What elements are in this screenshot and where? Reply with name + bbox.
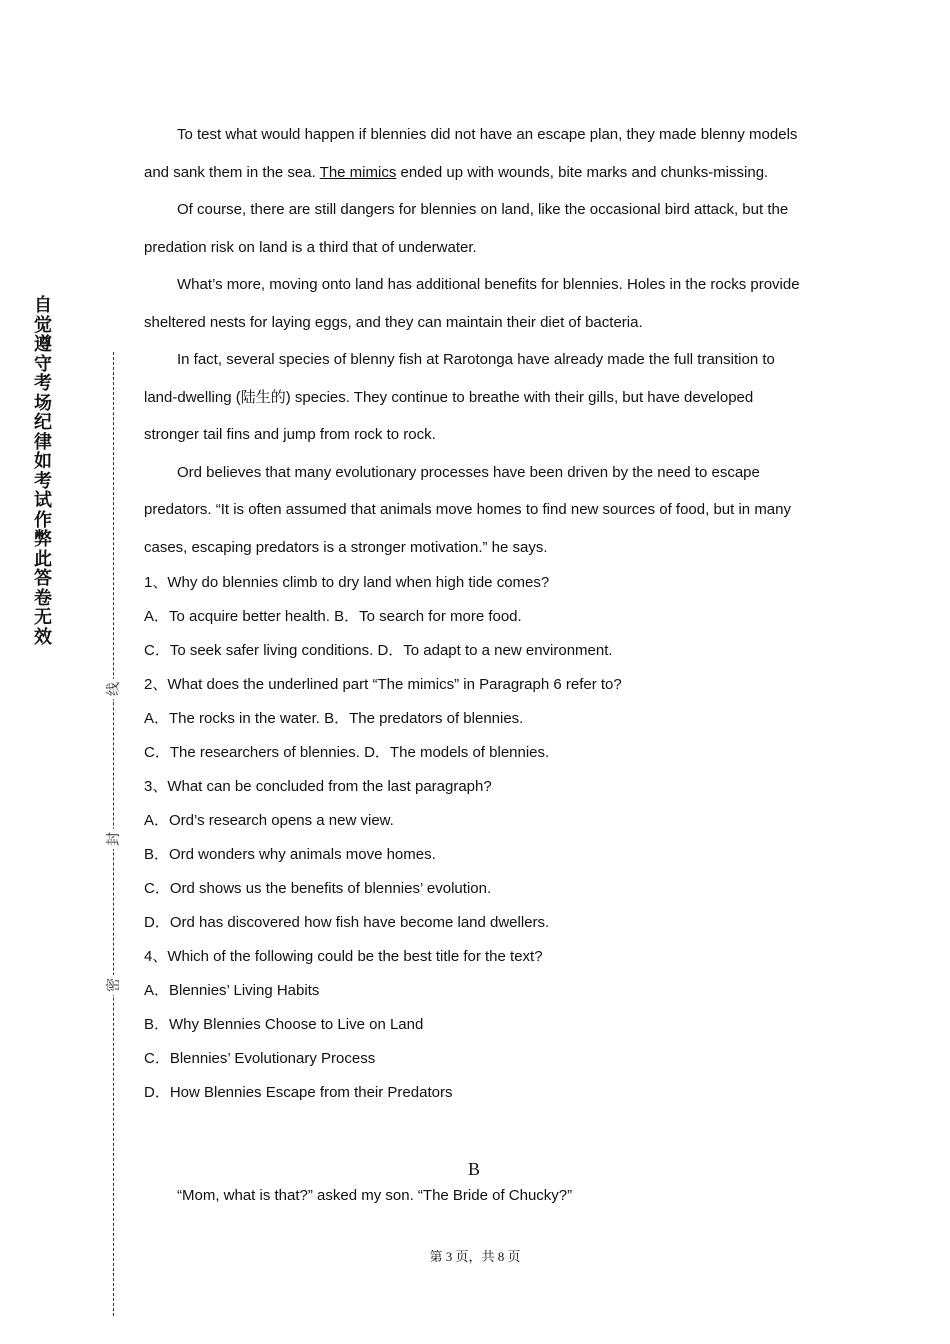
question-line: 3、What can be concluded from the last paragraph? [144, 778, 492, 795]
cut-label-seal: 封 [104, 829, 124, 849]
cut-label-line: 线 [104, 679, 124, 699]
page-footer: 第 3 页，共 8 页 [429, 1249, 521, 1264]
paragraph: What’s more, moving onto land has additional benefits for blennies. Holes in the rocks provide sheltered nests for laying eggs, and they can maintain their diet of bacteria. [144, 276, 800, 331]
question-line: A．To acquire better health. B．To search for more food. [144, 608, 522, 625]
paragraph: In fact, several species of blenny fish at Rarotonga have already made the full transition to land-dwelling (陆生的) species. They continue to breathe with their gills, but have developed stronger tail fins and jump from rock to rock. [144, 351, 775, 443]
question-line: D．How Blennies Escape from their Predators [144, 1084, 453, 1101]
section-b-title: B [467, 1159, 480, 1179]
question-list [144, 566, 810, 1110]
question-line: 2、What does the underlined part “The mimics” in Paragraph 6 refer to? [144, 676, 622, 693]
cut-label-secret: 密 [104, 975, 124, 995]
question-line: A．The rocks in the water. B．The predators of blennies. [144, 710, 524, 727]
question-line: A．Ord’s research opens a new view. [144, 812, 394, 829]
question-line: 1、Why do blennies climb to dry land when high tide comes? [144, 574, 550, 591]
section-b-first-line: “Mom, what is that?” asked my son. “The Bride of Chucky?” [177, 1187, 573, 1204]
reading-passage [144, 116, 810, 1110]
question-line: A．Blennies’ Living Habits [144, 982, 320, 999]
paragraph: Of course, there are still dangers for blennies on land, like the occasional bird attack, but the predation risk on land is a third that of underwater. [144, 201, 789, 256]
question-line: B．Why Blennies Choose to Live on Land [144, 1016, 424, 1033]
question-line: C．Blennies’ Evolutionary Process [144, 1050, 376, 1067]
question-line: B．Ord wonders why animals move homes. [144, 846, 436, 863]
question-line: C．To seek safer living conditions. D．To adapt to a new environment. [144, 642, 613, 659]
question-line: 4、Which of the following could be the best title for the text? [144, 948, 543, 965]
underlined-phrase: The mimics [319, 163, 397, 181]
question-line: C．Ord shows us the benefits of blennies’ evolution. [144, 880, 492, 897]
question-line: C．The researchers of blennies. D．The models of blennies. [144, 744, 550, 761]
paragraph: Ord believes that many evolutionary processes have been driven by the need to escape predators. “It is often assumed that animals move homes to find new sources of food, but in many cases, escaping predators is a stronger motivation.” he says. [144, 463, 791, 556]
question-line: D．Ord has discovered how fish have become land dwellers. [144, 914, 550, 931]
paragraph: To test what would happen if blennies did not have an escape plan, they made blenny models and sank them in the sea. The mimics ended up with wounds, bite marks and chunks-missing. [144, 126, 798, 181]
exam-discipline-notice: 自觉遵守考场纪律如考试作弊此答卷无效 [34, 295, 52, 648]
